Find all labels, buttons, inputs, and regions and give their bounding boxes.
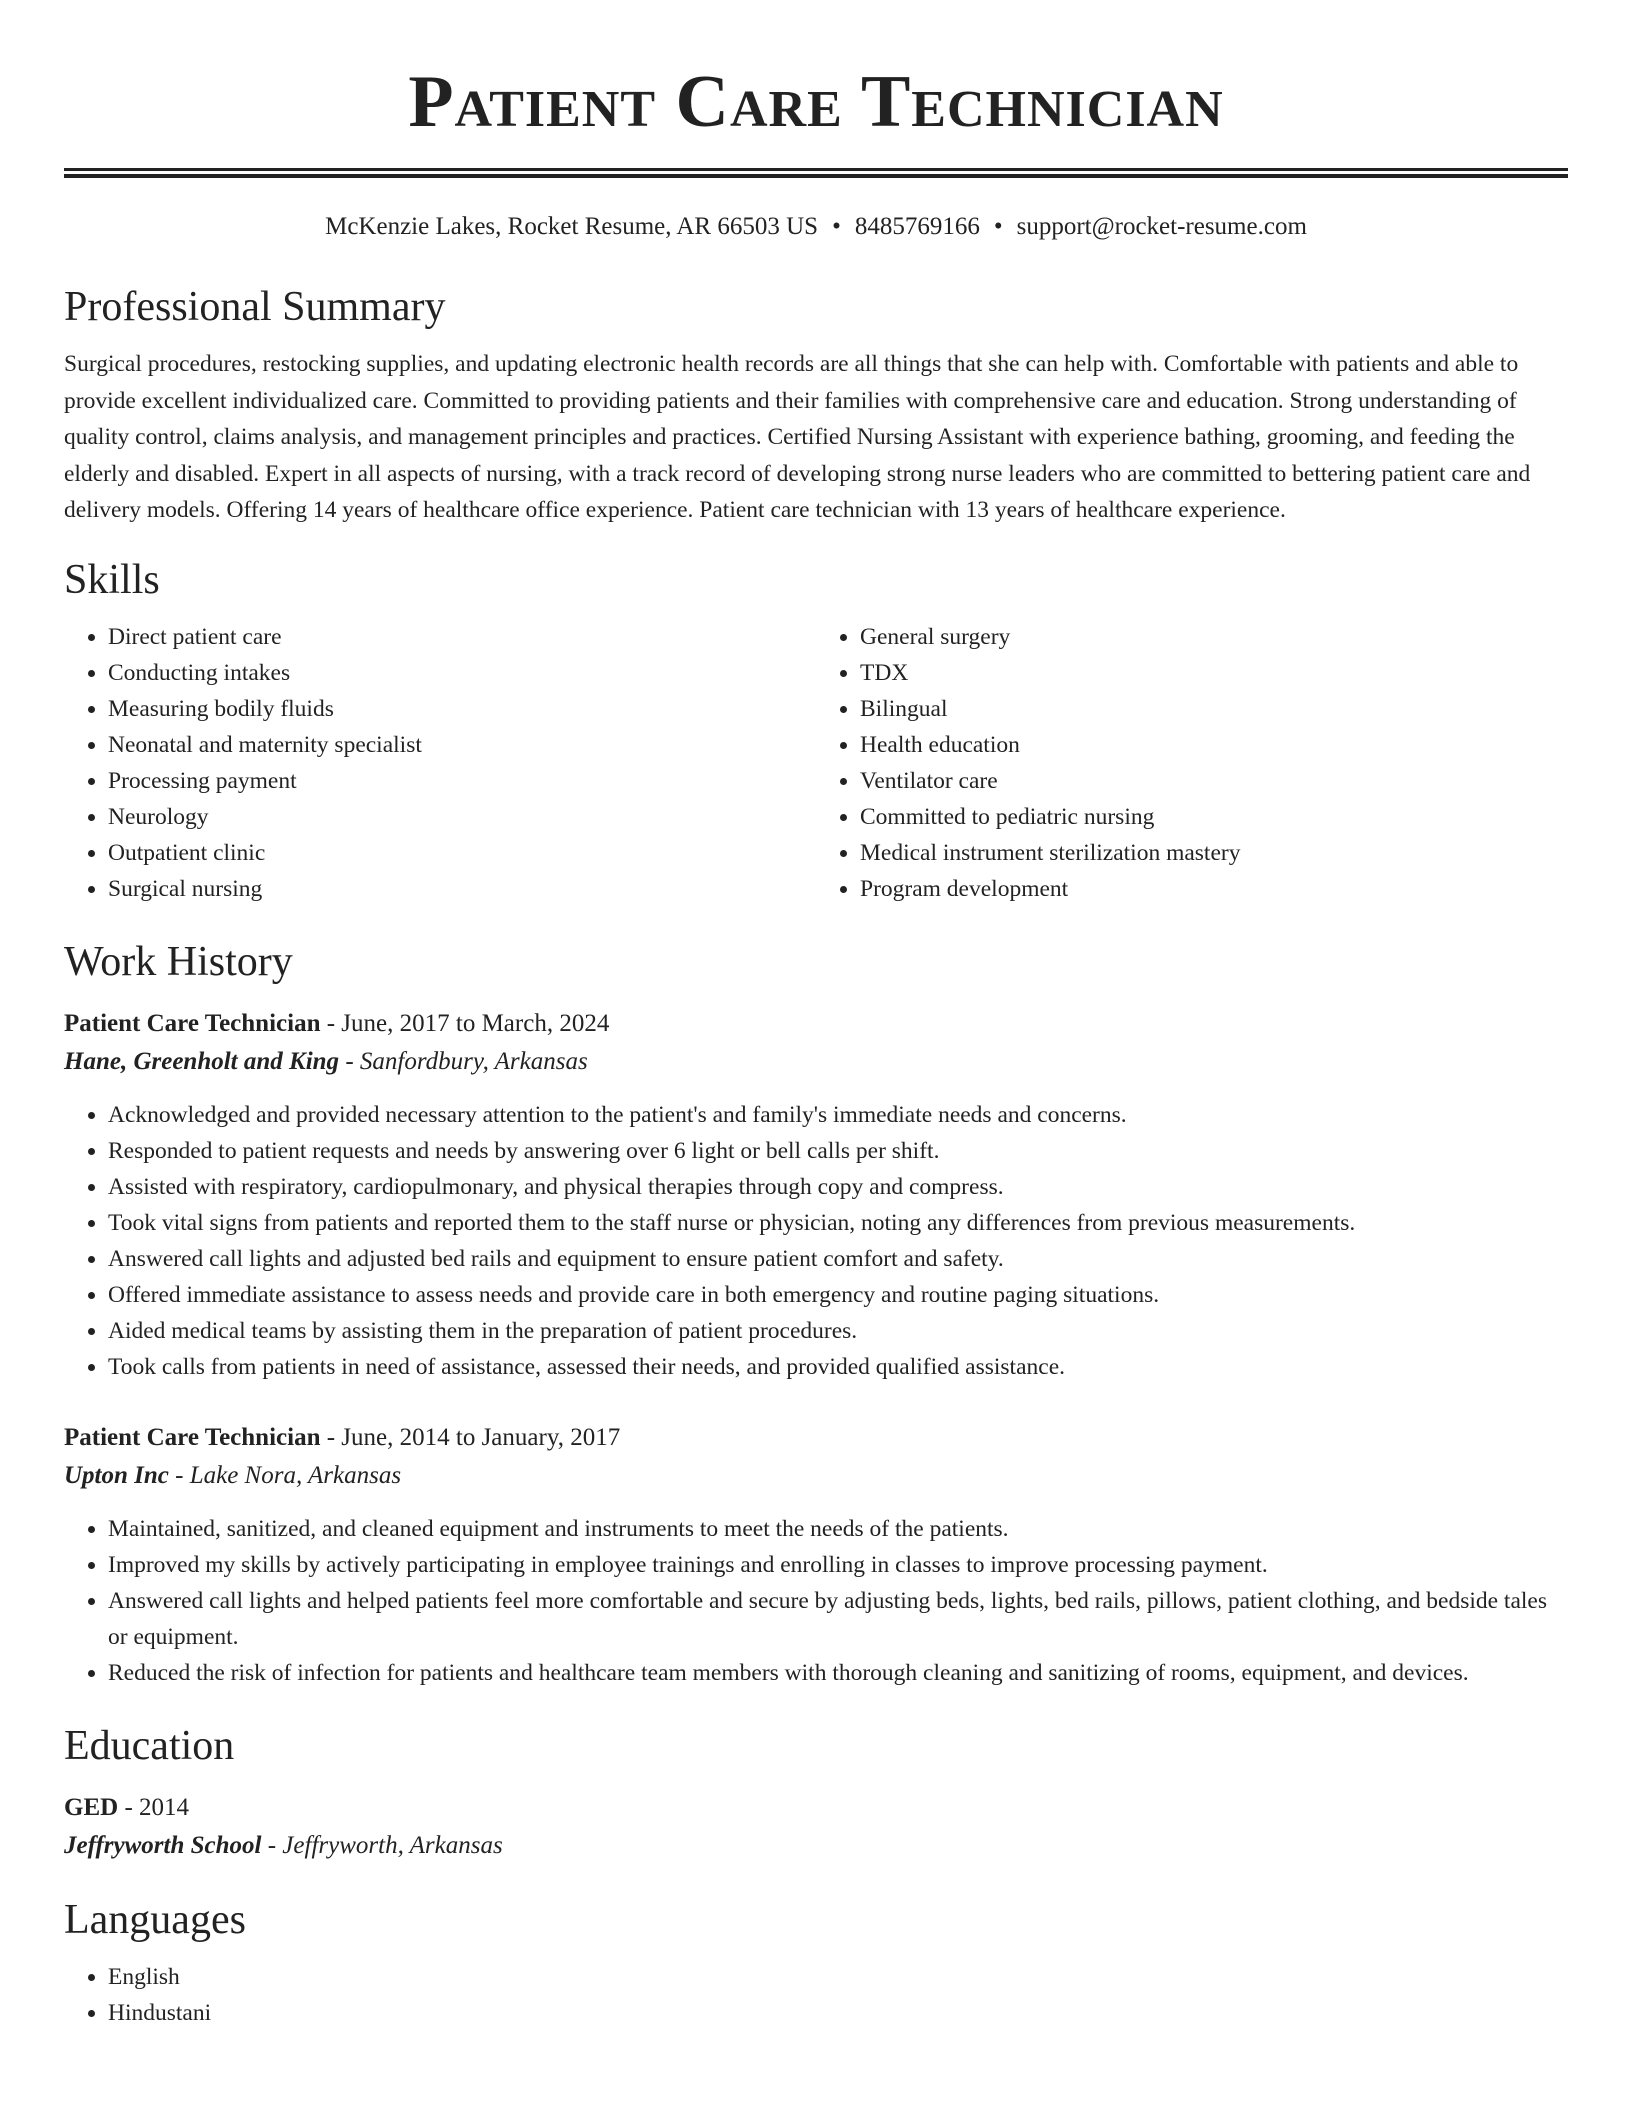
contact-address: McKenzie Lakes, Rocket Resume, AR 66503 US xyxy=(325,213,819,240)
job-entry xyxy=(64,1419,1568,1691)
languages-list xyxy=(64,1959,1568,2031)
degree-line xyxy=(64,1789,1568,1827)
job-duty: • Answered call lights and adjusted bed rails and equipment to ensure patient comfort and safety. xyxy=(108,1241,1568,1277)
skill-item: • Surgical nursing xyxy=(108,871,816,907)
skill-item: • TDX xyxy=(860,655,1568,691)
summary-heading: Professional Summary xyxy=(64,284,446,330)
employer-name: Hane, Greenholt and King xyxy=(64,1047,340,1075)
school-location: - Jeffryworth, Arkansas xyxy=(261,1831,503,1859)
skill-item: • Neonatal and maternity specialist xyxy=(108,727,816,763)
employer-line xyxy=(64,1043,1568,1081)
contact-email: support@rocket-resume.com xyxy=(1016,213,1307,240)
skill-item: • Outpatient clinic xyxy=(108,835,816,871)
language-item: • Hindustani xyxy=(108,1995,1568,2031)
education-entry xyxy=(64,1789,1568,1865)
degree-year: - 2014 xyxy=(118,1793,190,1821)
job-duty: • Assisted with respiratory, cardiopulmonary, and physical therapies through copy and compress. xyxy=(108,1169,1568,1205)
employer-location: - Lake Nora, Arkansas xyxy=(168,1461,402,1489)
school-name: Jeffryworth School xyxy=(64,1831,262,1859)
contact-phone: 8485769166 xyxy=(854,213,980,240)
contact-separator: • xyxy=(993,213,1003,240)
skills-columns xyxy=(64,619,1568,907)
school-line xyxy=(64,1827,1568,1865)
skill-item: • Health education xyxy=(860,727,1568,763)
skill-item: • Measuring bodily fluids xyxy=(108,691,816,727)
skill-item: • Bilingual xyxy=(860,691,1568,727)
skills-heading: Skills xyxy=(64,556,160,603)
work-history-heading: Work History xyxy=(64,938,293,985)
header-divider xyxy=(64,168,1568,178)
language-item: • English xyxy=(108,1959,1568,1995)
contact-line xyxy=(64,212,1568,242)
skill-item: • General surgery xyxy=(860,619,1568,655)
skill-item: • Program development xyxy=(860,871,1568,907)
job-duty: • Maintained, sanitized, and cleaned equipment and instruments to meet the needs of the patients. xyxy=(108,1511,1568,1547)
employer-location: - Sanfordbury, Arkansas xyxy=(339,1047,588,1075)
job-title: Patient Care Technician xyxy=(64,1423,321,1451)
skill-item: • Ventilator care xyxy=(860,763,1568,799)
job-title-line xyxy=(64,1419,1568,1457)
job-duty: • Took calls from patients in need of assistance, assessed their needs, and provided qualified assistance. xyxy=(108,1349,1568,1385)
skills-list-left xyxy=(64,619,816,907)
skills-list-right xyxy=(816,619,1568,907)
job-title-line xyxy=(64,1005,1568,1043)
contact-separator: • xyxy=(832,213,841,240)
skill-item: • Neurology xyxy=(108,799,816,835)
languages-heading: Languages xyxy=(64,1896,246,1943)
skill-item: • Direct patient care xyxy=(108,619,816,655)
job-duties-list xyxy=(64,1097,1568,1385)
job-duty: • Aided medical teams by assisting them in the preparation of patient procedures. xyxy=(108,1313,1568,1349)
skill-item: • Committed to pediatric nursing xyxy=(860,799,1568,835)
job-dates: - June, 2014 to January, 2017 xyxy=(320,1423,621,1451)
job-duty: • Acknowledged and provided necessary attention to the patient's and family's immediate needs and concerns. xyxy=(108,1097,1568,1133)
job-duty: • Took vital signs from patients and reported them to the staff nurse or physician, noting any differences from previous measurements. xyxy=(108,1205,1568,1241)
summary-text: Surgical procedures, restocking supplies, and updating electronic health records are all things that she can help with. Comfortable with patients and able to provide excellent individualized care. Committed to providing patients and their families with comprehensive care and education. Strong understanding of quality control, claims analysis, and management principles and practices. Certified Nursing Assistant with experience bathing, grooming, and feeding the elderly and disabled. Expert in all aspects of nursing, with a track record of developing strong nurse leaders who are committed to bettering patient care and delivery models. Offering 14 years of healthcare office experience. Patient care technician with 13 years of healthcare experience. xyxy=(64,351,1531,523)
employer-name: Upton Inc xyxy=(64,1461,169,1489)
job-title: Patient Care Technician xyxy=(64,1009,321,1037)
job-duty: • Offered immediate assistance to assess needs and provide care in both emergency and routine paging situations. xyxy=(108,1277,1568,1313)
job-duty: • Answered call lights and helped patients feel more comfortable and secure by adjusting beds, lights, bed rails, pillows, patient clothing, and bedside tales or equipment. xyxy=(108,1583,1568,1655)
degree-name: GED xyxy=(64,1793,119,1821)
job-dates: - June, 2017 to March, 2024 xyxy=(320,1009,610,1037)
education-heading: Education xyxy=(64,1722,235,1769)
skill-item: • Processing payment xyxy=(108,763,816,799)
skill-item: • Medical instrument sterilization mastery xyxy=(860,835,1568,871)
job-entry xyxy=(64,1005,1568,1385)
employer-line xyxy=(64,1457,1568,1495)
skill-item: • Conducting intakes xyxy=(108,655,816,691)
job-duties-list xyxy=(64,1511,1568,1691)
job-duty: • Responded to patient requests and needs by answering over 6 light or bell calls per shift. xyxy=(108,1133,1568,1169)
candidate-name: Patient Care Technician xyxy=(408,61,1224,143)
job-duty: • Improved my skills by actively participating in employee trainings and enrolling in classes to improve processing payment. xyxy=(108,1547,1568,1583)
job-duty: • Reduced the risk of infection for patients and healthcare team members with thorough cleaning and sanitizing of rooms, equipment, and devices. xyxy=(108,1655,1568,1691)
